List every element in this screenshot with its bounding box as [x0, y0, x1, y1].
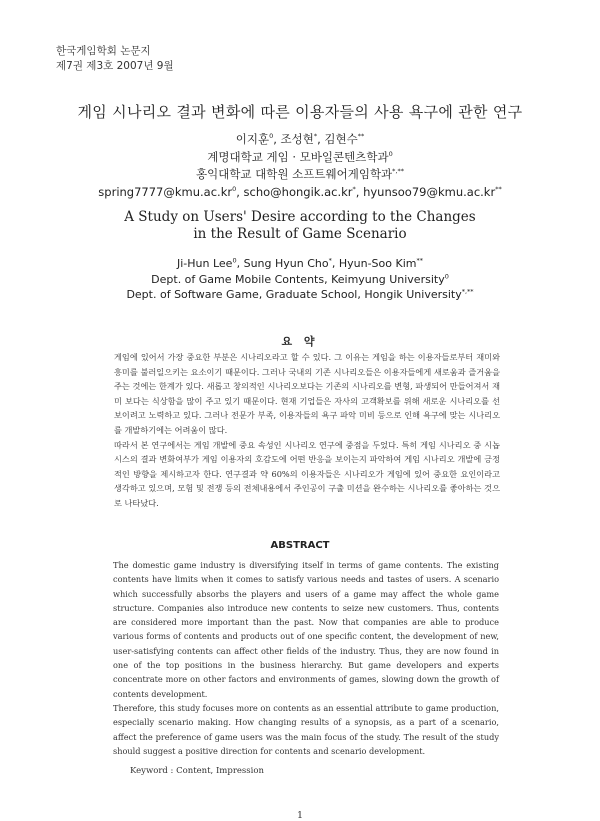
affil-2-text: 홍익대학교 대학원 소프트웨어게임학과: [196, 167, 393, 181]
title-english-line-2: in the Result of Game Scenario: [193, 226, 407, 242]
abstract-english-heading: ABSTRACT: [270, 540, 330, 551]
abstract-english-paragraph-1: The domestic game industry is diversifying itself in terms of game contents. The existing contents have limits when it comes to satisfy various needs and tastes of users. A scenario which successfully absorbs the players and users of a game may affect the whole game structure. Companies also introduce new contents to seize new customers. Thus, contents are considered more important than the past. Now that companies are able to produce various forms of contents and products out of one specific content, the development of new, user-satisfying contents can affect other fields of the industry. Thus, they are now found in one of the top positions in the business hierarchy. But game developers and experts concentrate more on other factors and environments of games, slowing down the growth of contents development.: [113, 560, 499, 699]
email-3-sup: **: [495, 184, 502, 193]
abstract-english: [113, 558, 499, 758]
author-1-sup: 0: [269, 132, 274, 141]
author-names-kr: [0, 131, 600, 149]
author-1-kr: 이지훈: [235, 132, 270, 146]
author-3-kr: , 김현수: [317, 132, 358, 146]
dept-2-sup: *,**: [461, 287, 474, 296]
dept-1-text: Dept. of Game Mobile Contents, Keimyung University: [151, 272, 445, 286]
author-2-en-sup: *: [328, 256, 332, 265]
author-3-sup: **: [357, 132, 365, 141]
title-english-line-1: A Study on Users' Desire according to the Changes: [124, 209, 476, 225]
author-1-en: Ji-Hun Lee: [177, 257, 233, 270]
abstract-korean-paragraph-1: 게임에 있어서 가장 중요한 부분은 시나리오라고 할 수 있다. 그 이유는 게임을 하는 이용자들로부터 재미와 흥미를 불러일으키는 요소이기 때문이다. 그러나 국내의 기존 시나리오들은 이용자들에게 새로움과 즐거움을 주는 것에는 한계가 있다. 새롭고 창의적인 시나리오보다는 기존의 시나리오를 변형, 파생되어 만들어져서 재미 보다는 식상함을 많이 주고 있기 때문이다. 현재 기업들은 자사의 고객확보를 위해 새로운 시나리오를 선보이려고 노력하고 있다. 그러나 전문가 부족, 이용자들의 욕구 파악 미비 등으로 인해 욕구에 맞는 시나리오를 개발하기에는 어려움이 많다.: [114, 352, 500, 435]
affil-2-sup: *,**: [392, 167, 404, 176]
journal-volume: 제7권 제3호 2007년 9월: [56, 60, 174, 72]
author-2-sup: *: [313, 132, 318, 141]
email-1-sup: 0: [232, 184, 237, 193]
abstract-korean-paragraph-2: 따라서 본 연구에서는 게임 개발에 중요 속성인 시나리오 연구에 중점을 두었다. 특히 게임 시나리오 중 시놉시스의 결과 변화여부가 게임 이용자의 호감도에 어떤 반응을 보이는지 파악하여 게임 시나리오 개발에 긍정적인 방향을 제시하고자 한다. 연구결과 약 60%의 이용자들은 시나리오가 게임에 있어 중요한 요인이라고 생각하고 있으며, 모험 및 전쟁 등의 전체내용에서 주인공이 구출 미션을 완수하는 시나리오를 좋아하는 것으로 나타났다.: [114, 439, 500, 508]
affiliation-2-kr: [0, 166, 600, 184]
author-2-kr: , 조성현: [273, 132, 314, 146]
page-number: 1: [296, 810, 304, 821]
department-2-en: [0, 287, 600, 303]
affil-1-sup: 0: [388, 149, 393, 158]
author-emails: [0, 184, 600, 202]
journal-name: 한국게임학회 논문지: [56, 45, 151, 57]
dept-1-sup: 0: [444, 271, 449, 280]
email-2: , scho@hongik.ac.kr: [236, 184, 353, 199]
email-3: , hyunsoo79@kmu.ac.kr: [355, 184, 496, 199]
abstract-korean: [114, 350, 500, 511]
affil-1-text: 계명대학교 게임 · 모바일콘텐츠학과: [207, 149, 389, 164]
dept-2-text: Dept. of Software Game, Graduate School, Hongik University: [126, 288, 462, 301]
author-names-en: [0, 256, 600, 272]
abstract-korean-heading: 요 약: [281, 335, 319, 348]
author-1-en-sup: 0: [232, 256, 237, 265]
title-korean: 게임 시나리오 결과 변화에 따른 이용자들의 사용 욕구에 관한 연구: [77, 103, 523, 121]
author-3-en: , Hyun-Soo Kim: [331, 257, 417, 270]
email-1: spring7777@kmu.ac.kr: [98, 184, 233, 199]
title-english: [0, 209, 600, 243]
authors-korean: [0, 131, 600, 201]
abstract-english-paragraph-2: Therefore, this study focuses more on contents as an essential attribute to game production, especially scenario making. How changing results of a synopsis, as a part of a scenario, affect the preference of game users was the main focus of the study. The result of the study should suggest a positive direction for contents and scenario development.: [113, 702, 499, 756]
journal-header: [56, 44, 174, 74]
affiliation-1-kr: [0, 149, 600, 167]
email-2-sup: *: [352, 184, 356, 193]
author-2-en: , Sung Hyun Cho: [236, 257, 329, 270]
department-1-en: [0, 272, 600, 288]
authors-english: [0, 256, 600, 303]
author-3-en-sup: **: [416, 256, 423, 265]
keywords: Keyword : Content, Impression: [130, 766, 264, 776]
